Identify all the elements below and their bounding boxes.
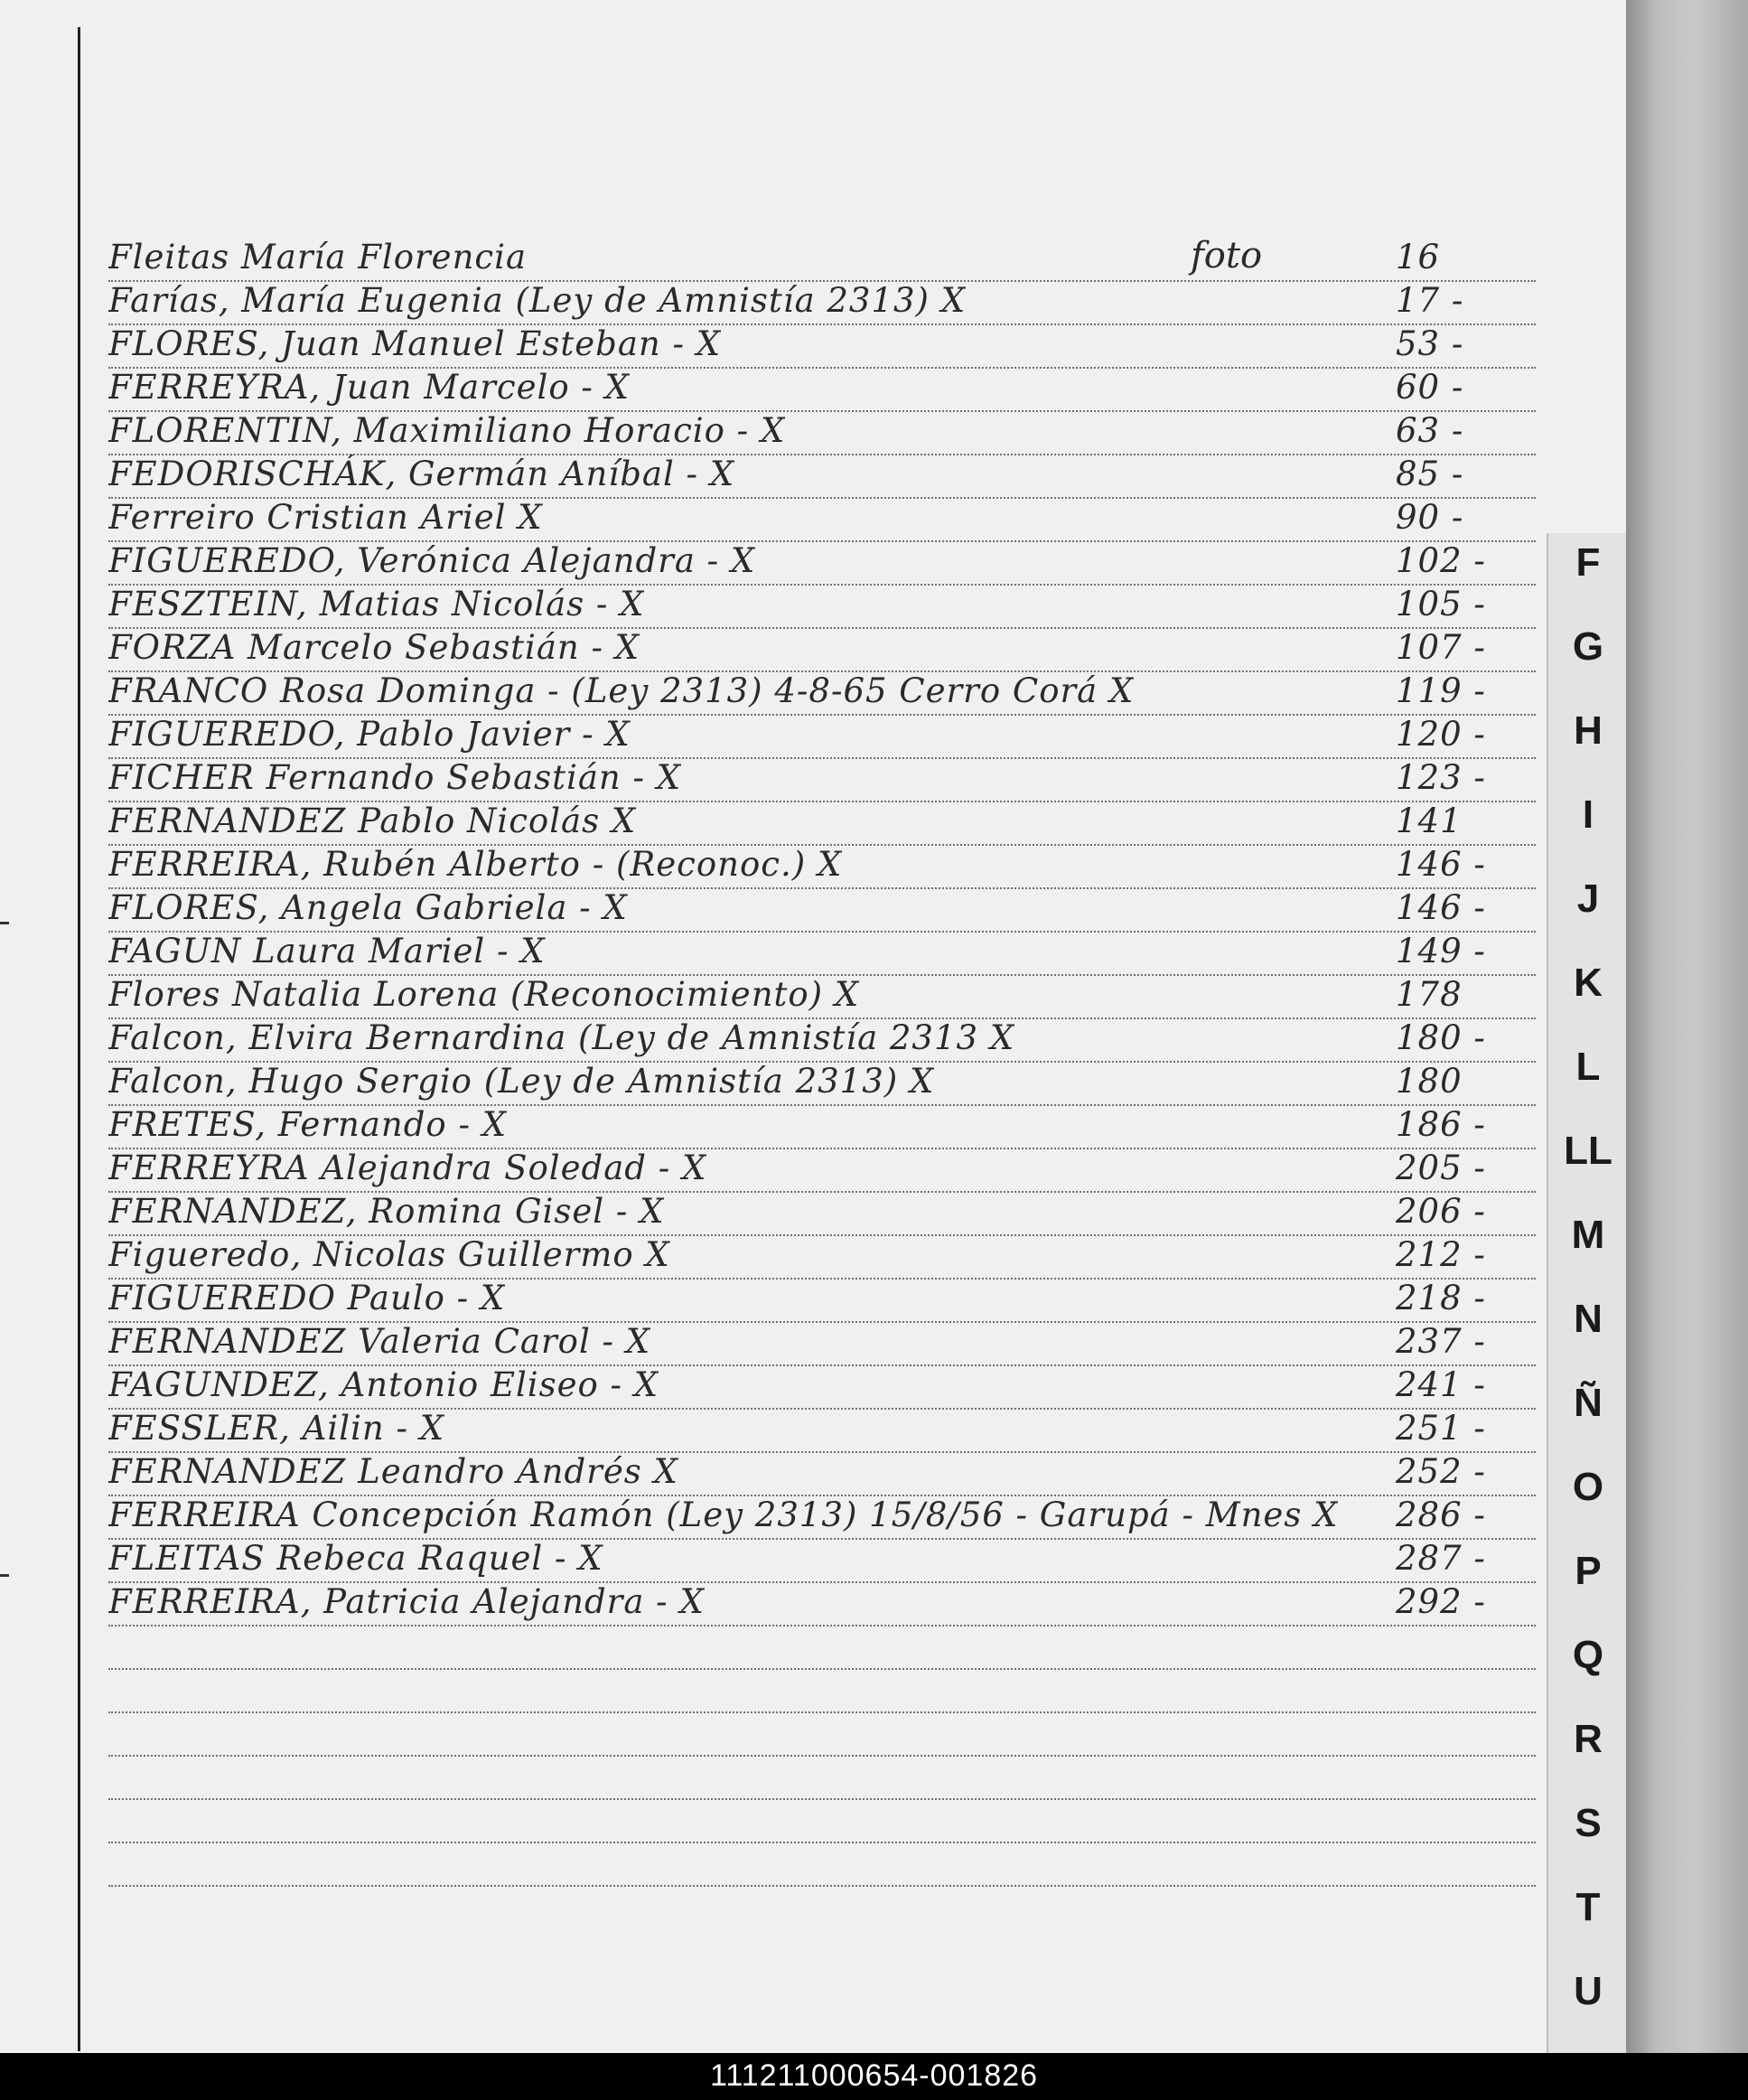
edge-mark — [0, 922, 9, 924]
entry-number: 90 - — [1396, 498, 1464, 537]
index-tab: U — [1574, 1969, 1603, 2013]
margin-line — [78, 27, 80, 2051]
list-item — [108, 1323, 1554, 1364]
edge-mark — [0, 1574, 9, 1577]
entry-number: 141 — [1396, 802, 1463, 840]
entry-name: FERREIRA Concepción Ramón (Ley 2313) 15/8/56 - Garupá - Mnes X — [108, 1495, 1339, 1534]
entry-number: 146 - — [1396, 888, 1486, 927]
list-item — [108, 1453, 1554, 1495]
entry-name: FIGUEREDO, Pablo Javier - X — [108, 715, 631, 754]
entry-name: FAGUN Laura Mariel - X — [108, 932, 546, 970]
list-item — [108, 1366, 1554, 1408]
index-tab: P — [1575, 1549, 1602, 1593]
list-item — [108, 1193, 1554, 1234]
list-item — [108, 976, 1554, 1017]
entry-number: 186 - — [1396, 1105, 1486, 1144]
list-item — [108, 1583, 1554, 1625]
entry-number: 146 - — [1396, 845, 1486, 884]
entry-name: FLORES, Angela Gabriela - X — [108, 888, 628, 927]
index-tab: Ñ — [1574, 1381, 1603, 1425]
ruled-line — [108, 1625, 1536, 1627]
entry-name: FERREIRA, Rubén Alberto - (Reconoc.) X — [108, 845, 843, 884]
entry-number: 60 - — [1396, 368, 1464, 407]
entry-name: Fleitas María Florencia — [108, 238, 528, 277]
list-item — [108, 933, 1554, 974]
index-tab: H — [1574, 708, 1603, 753]
entry-number: 119 - — [1396, 671, 1486, 710]
list-item — [108, 1410, 1554, 1451]
list-item — [108, 1236, 1554, 1278]
entry-number: 102 - — [1396, 541, 1486, 580]
entry-number: 63 - — [1396, 411, 1464, 450]
entry-name: Figueredo, Nicolas Guillermo X — [108, 1235, 670, 1274]
entry-name: Ferreiro Cristian Ariel X — [108, 498, 543, 537]
entry-name: FICHER Fernando Sebastián - X — [108, 758, 682, 797]
index-tab: J — [1576, 877, 1600, 921]
entry-number: 120 - — [1396, 715, 1486, 754]
entry-name: FAGUNDEZ, Antonio Eliseo - X — [108, 1365, 659, 1404]
list-item — [108, 369, 1554, 410]
entry-name: FIGUEREDO Paulo - X — [108, 1279, 506, 1317]
index-tab: S — [1575, 1801, 1602, 1845]
index-tab: I — [1582, 792, 1594, 837]
entry-name: FLORES, Juan Manuel Esteban - X — [108, 324, 722, 363]
list-item — [108, 586, 1554, 627]
entry-name: FESSLER, Ailin - X — [108, 1409, 445, 1448]
entry-name: FORZA Marcelo Sebastián - X — [108, 628, 640, 667]
list-item — [108, 846, 1554, 887]
index-tab: F — [1575, 540, 1601, 585]
list-item — [108, 1540, 1554, 1581]
entry-number: 212 - — [1396, 1235, 1486, 1274]
entry-name: FLORENTIN, Maximiliano Horacio - X — [108, 411, 786, 450]
entry-number: 180 — [1396, 1062, 1463, 1101]
index-tab: L — [1575, 1045, 1601, 1089]
entry-number: 17 - — [1396, 281, 1464, 320]
entry-name: FERNANDEZ Valeria Carol - X — [108, 1322, 651, 1361]
entry-number: 107 - — [1396, 628, 1486, 667]
list-item — [108, 716, 1554, 757]
list-item — [108, 759, 1554, 801]
footer-bar — [0, 2053, 1748, 2100]
notebook-binding — [1626, 0, 1748, 2053]
entry-name: FERREYRA, Juan Marcelo - X — [108, 368, 630, 407]
entry-number: 206 - — [1396, 1192, 1486, 1231]
entry-name: Flores Natalia Lorena (Reconocimiento) X — [108, 975, 860, 1014]
index-tab: R — [1574, 1717, 1603, 1761]
ruled-line — [108, 1798, 1536, 1800]
list-item — [108, 802, 1554, 844]
ruled-line — [108, 1755, 1536, 1757]
entry-number: 237 - — [1396, 1322, 1486, 1361]
entry-name: FERNANDEZ, Romina Gisel - X — [108, 1192, 665, 1231]
entry-name: FERREYRA Alejandra Soledad - X — [108, 1148, 707, 1187]
ruled-line — [108, 1885, 1536, 1887]
index-tab: Q — [1572, 1633, 1604, 1677]
entry-name: Farías, María Eugenia (Ley de Amnistía 2313) X — [108, 281, 967, 320]
entry-number: 251 - — [1396, 1409, 1486, 1448]
foto-label: foto — [1191, 235, 1263, 277]
entry-number: 180 - — [1396, 1018, 1486, 1057]
list-item — [108, 1280, 1554, 1321]
entry-name: FRETES, Fernando - X — [108, 1105, 508, 1144]
entry-number: 205 - — [1396, 1148, 1486, 1187]
entry-name: FIGUEREDO, Verónica Alejandra - X — [108, 541, 756, 580]
entry-number: 149 - — [1396, 932, 1486, 970]
entry-number: 178 — [1396, 975, 1463, 1014]
list-item — [108, 1106, 1554, 1148]
index-tab: LL — [1564, 1129, 1612, 1173]
list-item — [108, 542, 1554, 584]
entry-name: Falcon, Elvira Bernardina (Ley de Amnistía 2313 X — [108, 1018, 1015, 1057]
entry-number: 287 - — [1396, 1539, 1486, 1578]
list-item — [108, 282, 1554, 323]
ruled-line — [108, 1668, 1536, 1670]
alphabet-index-tabs — [1547, 533, 1628, 2053]
entry-name: FERNANDEZ Pablo Nicolás X — [108, 802, 637, 840]
document-code: 111211000654-001826 — [709, 2058, 1039, 2093]
entry-name: FERNANDEZ Leandro Andrés X — [108, 1452, 678, 1491]
entry-number: 286 - — [1396, 1495, 1486, 1534]
entry-number: 16 — [1396, 238, 1441, 277]
index-tab: O — [1572, 1465, 1604, 1509]
list-item — [108, 239, 1554, 280]
entry-name: FERREIRA, Patricia Alejandra - X — [108, 1582, 705, 1621]
list-item — [108, 889, 1554, 931]
index-tab: T — [1575, 1885, 1601, 1929]
entry-name: FESZTEIN, Matias Nicolás - X — [108, 585, 645, 623]
list-item — [108, 325, 1554, 367]
entry-number: 292 - — [1396, 1582, 1486, 1621]
ruled-line — [108, 1842, 1536, 1843]
ruled-line — [108, 1711, 1536, 1713]
list-item — [108, 455, 1554, 497]
list-item — [108, 412, 1554, 454]
list-item — [108, 499, 1554, 540]
entry-number: 85 - — [1396, 455, 1464, 493]
entry-name: FEDORISCHÁK, Germán Aníbal - X — [108, 455, 735, 493]
index-tab: N — [1574, 1297, 1603, 1341]
list-item — [108, 629, 1554, 670]
entry-name: FRANCO Rosa Dominga - (Ley 2313) 4-8-65 Cerro Corá X — [108, 671, 1135, 710]
entry-name: Falcon, Hugo Sergio (Ley de Amnistía 2313) X — [108, 1062, 935, 1101]
entry-number: 105 - — [1396, 585, 1486, 623]
list-item — [108, 1149, 1554, 1191]
entry-number: 53 - — [1396, 324, 1464, 363]
list-item — [108, 1019, 1554, 1061]
entry-number: 252 - — [1396, 1452, 1486, 1491]
entry-number: 123 - — [1396, 758, 1486, 797]
list-item — [108, 672, 1554, 714]
entry-number: 241 - — [1396, 1365, 1486, 1404]
entry-name: FLEITAS Rebeca Raquel - X — [108, 1539, 603, 1578]
index-tab: G — [1572, 624, 1604, 669]
list-item — [108, 1496, 1554, 1538]
entry-number: 218 - — [1396, 1279, 1486, 1317]
index-tab: K — [1574, 961, 1603, 1005]
list-item — [108, 1063, 1554, 1104]
index-tab: M — [1571, 1213, 1605, 1257]
